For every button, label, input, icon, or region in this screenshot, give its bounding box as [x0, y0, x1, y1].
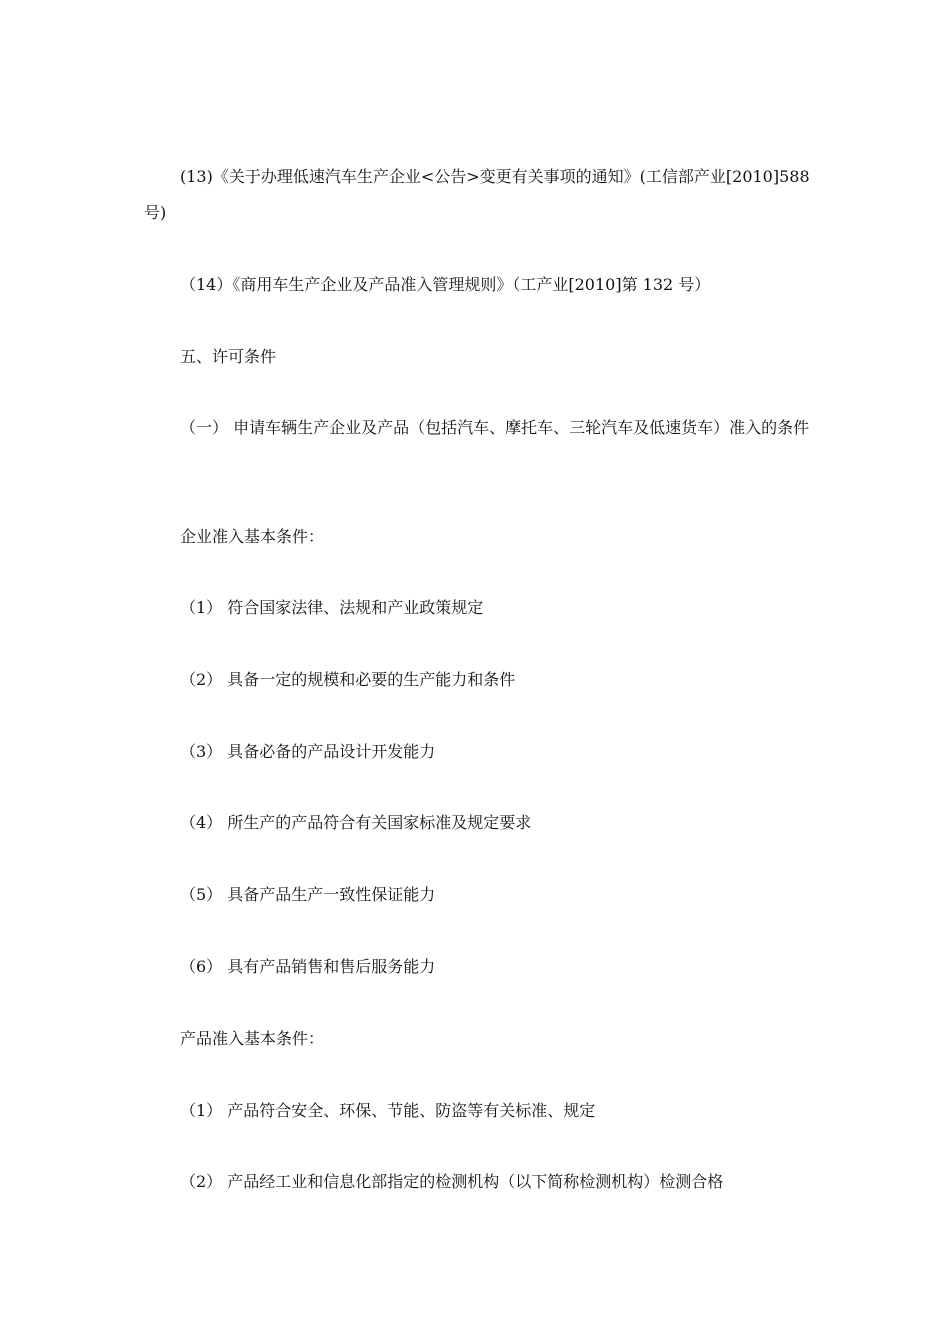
enterprise-conditions-heading: 企业准入基本条件：: [180, 527, 325, 546]
enterprise-condition-1: （1） 符合国家法律、法规和产业政策规定: [180, 598, 484, 617]
paragraph-regulation-13: (13)《关于办理低速汽车生产企业<公告>变更有关事项的通知》(工信部产业[2010]588号): [144, 167, 810, 222]
enterprise-condition-4: （4） 所生产的产品符合有关国家标准及规定要求: [180, 813, 532, 832]
section-heading-licensing-conditions: 五、许可条件: [180, 347, 277, 366]
product-condition-2: （2） 产品经工业和信息化部指定的检测机构（以下简称检测机构）检测合格: [180, 1172, 724, 1191]
enterprise-condition-3: （3） 具备必备的产品设计开发能力: [180, 742, 436, 761]
enterprise-condition-6: （6） 具有产品销售和售后服务能力: [180, 957, 436, 976]
enterprise-condition-5: （5） 具备产品生产一致性保证能力: [180, 885, 436, 904]
product-condition-1: （1） 产品符合安全、环保、节能、防盗等有关标准、规定: [180, 1101, 596, 1120]
paragraph-regulation-14: （14）《商用车生产企业及产品准入管理规则》（工产业[2010]第 132 号）: [180, 275, 711, 294]
enterprise-condition-2: （2） 具备一定的规模和必要的生产能力和条件: [180, 670, 516, 689]
subsection-heading-vehicle-access-conditions: （一） 申请车辆生产企业及产品（包括汽车、摩托车、三轮汽车及低速货车）准入的条件: [180, 418, 810, 437]
product-conditions-heading: 产品准入基本条件：: [180, 1029, 325, 1048]
